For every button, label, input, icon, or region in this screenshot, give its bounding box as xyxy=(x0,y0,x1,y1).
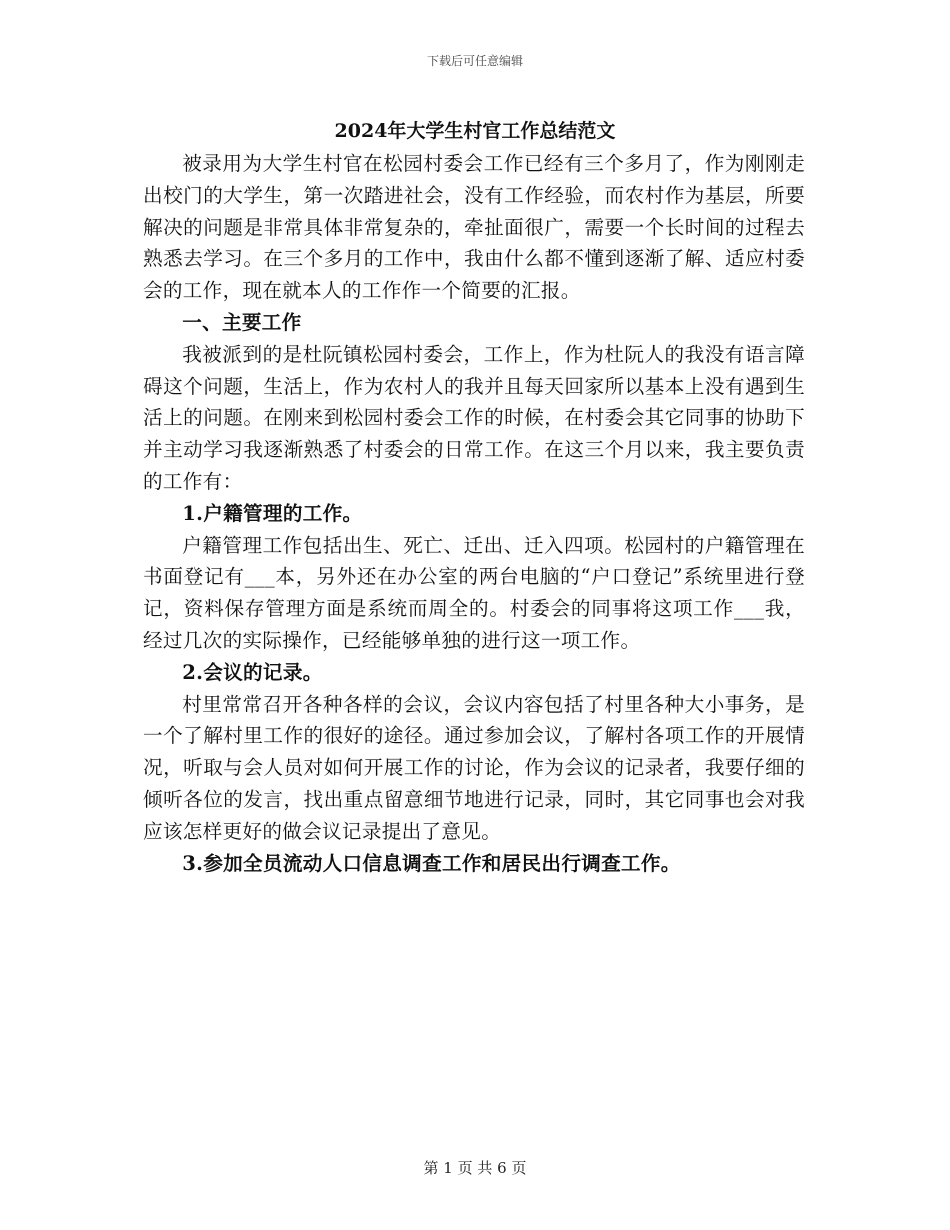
item-heading-population-survey: 3.参加全员流动人口信息调查工作和居民出行调查工作。 xyxy=(182,851,681,875)
intro-paragraph: 被录用为大学生村官在松园村委会工作已经有三个多月了，作为刚刚走出校门的大学生，第一次踏进社会，没有工作经验，而农村作为基层，所要解决的问题是非常具体非常复杂的，牵扯面很广，需要一个长时间的过程去熟悉去学习。在三个多月的工作中，我由什么都不懂到逐渐了解、适应村委会的工作，现在就本人的工作作一个简要的汇报。 xyxy=(143,152,805,303)
section-heading-main-work: 一、主要工作 xyxy=(182,310,302,334)
meeting-records-paragraph: 村里常常召开各种各样的会议，会议内容包括了村里各种大小事务，是一个了解村里工作的很好的途径。通过参加会议，了解村各项工作的开展情况，听取与会人员对如何开展工作的讨论，作为会议的记录者，我要仔细的倾听各位的发言，找出重点留意细节地进行记录，同时，其它同事也会对我应该怎样更好的做会议记录提出了意见。 xyxy=(143,692,805,843)
page-number: 第 1 页 共 6 页 xyxy=(423,1159,527,1177)
main-work-paragraph: 我被派到的是杜阮镇松园村委会，工作上，作为杜阮人的我没有语言障碍这个问题，生活上，作为农村人的我并且每天回家所以基本上没有遇到生活上的问题。在刚来到松园村委会工作的时候，在村委会其它同事的协助下并主动学习我逐渐熟悉了村委会的日常工作。在这三个月以来，我主要负责的工作有： xyxy=(143,342,805,493)
household-registration-paragraph: 户籍管理工作包括出生、死亡、迁出、迁入四项。松园村的户籍管理在书面登记有___本，另外还在办公室的两台电脑的“户口登记”系统里进行登记，资料保存管理方面是系统而周全的。村委会的同事将这项工作___我，经过几次的实际操作，已经能够单独的进行这一项工作。 xyxy=(143,533,805,652)
item-heading-household-registration: 1.户籍管理的工作。 xyxy=(182,501,363,525)
document-body xyxy=(143,148,805,879)
header-note: 下载后可任意编辑 xyxy=(426,54,523,68)
document-title: 2024年大学生村官工作总结范文 xyxy=(334,120,616,142)
item-heading-meeting-records: 2.会议的记录。 xyxy=(182,660,323,684)
